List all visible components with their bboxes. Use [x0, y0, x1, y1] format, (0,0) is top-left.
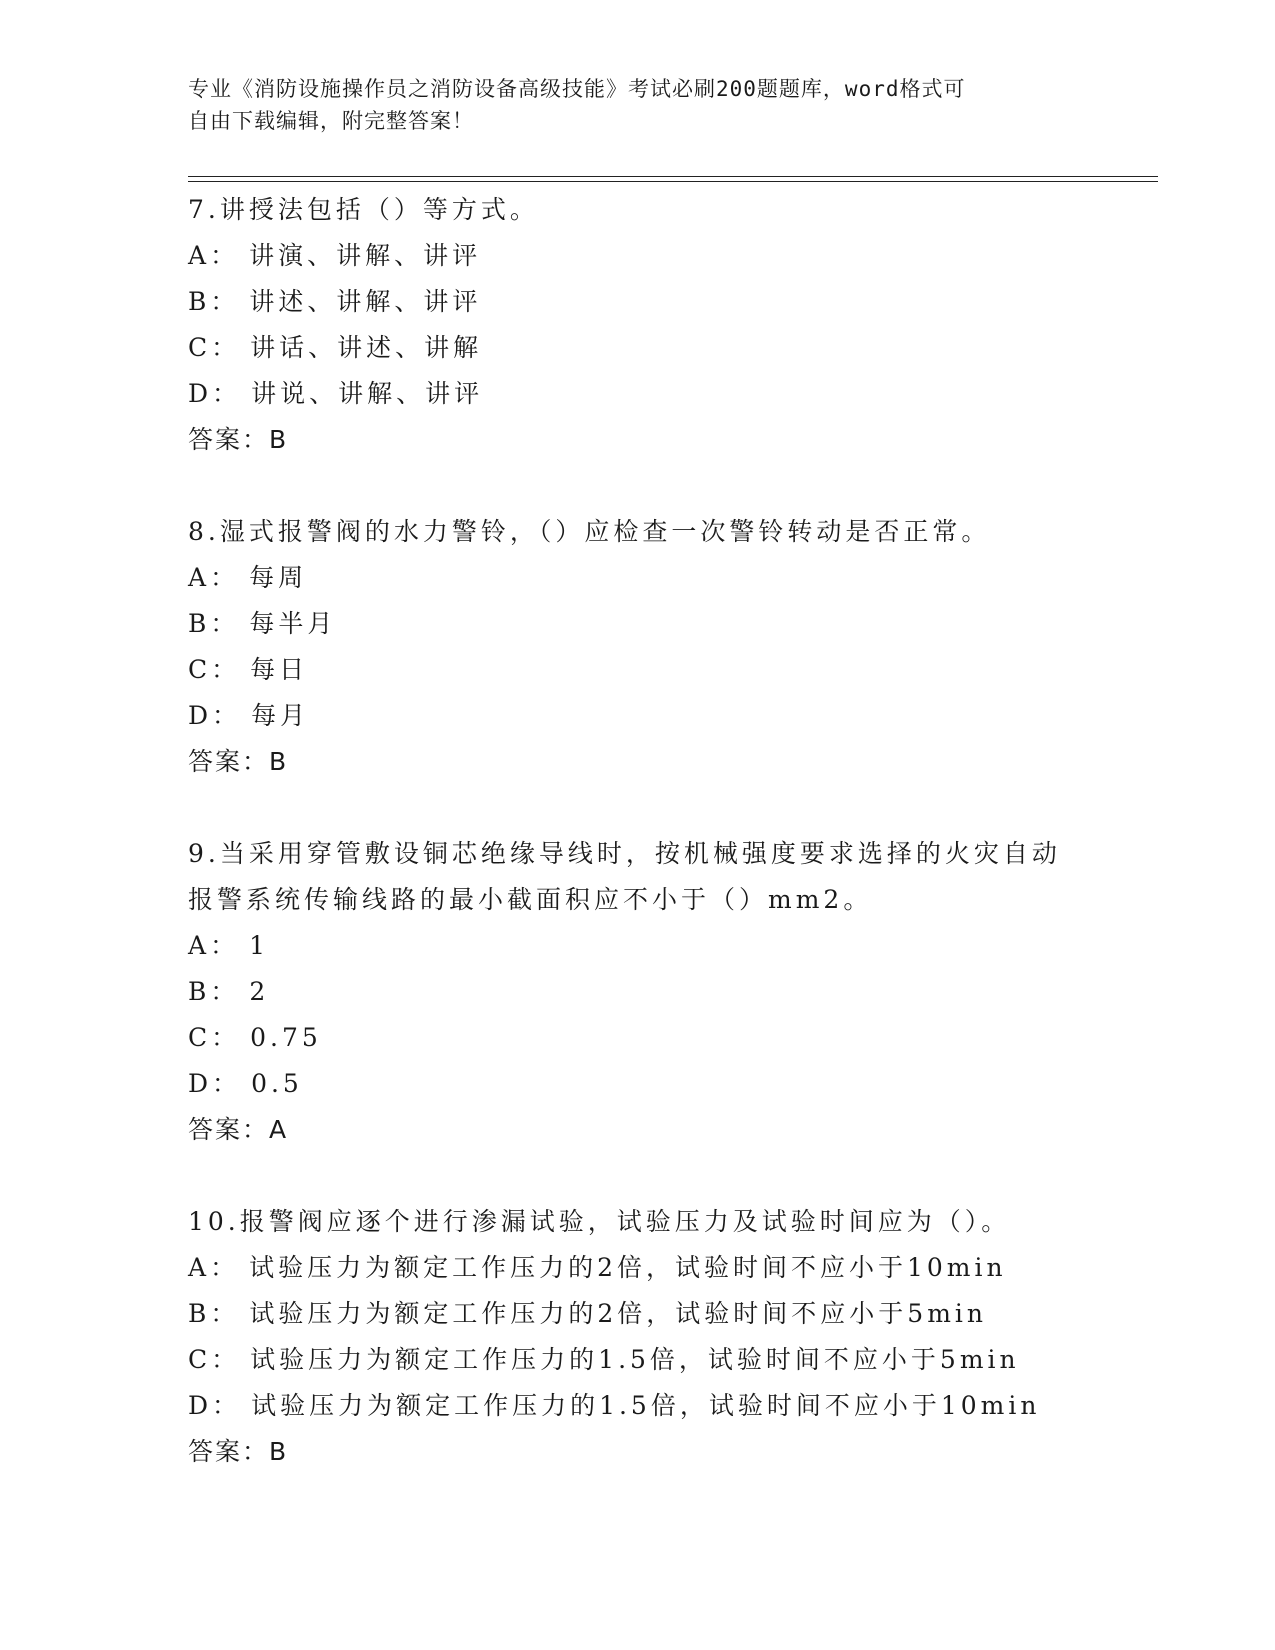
option-separator: ： [210, 287, 240, 316]
option-separator: ： [210, 931, 240, 960]
option-separator: ： [211, 1345, 241, 1374]
option-separator: ： [210, 1253, 240, 1282]
option-a [188, 923, 1148, 969]
option-text: 0.75 [250, 1023, 322, 1052]
option-a [188, 233, 1148, 279]
option-letter: B [188, 1299, 211, 1328]
option-b [188, 969, 1148, 1015]
option-letter: C [188, 655, 212, 684]
option-letter: D [188, 1069, 213, 1098]
question-list [188, 187, 1148, 1521]
option-d [188, 1383, 1148, 1429]
option-text: 讲说、讲解、讲评 [251, 379, 484, 408]
document-header [188, 73, 1088, 137]
option-letter: D [188, 379, 213, 408]
option-separator: ： [210, 609, 240, 638]
question-10 [188, 1199, 1148, 1475]
option-text: 讲话、讲述、讲解 [250, 333, 483, 362]
option-separator: ： [211, 655, 241, 684]
option-text: 试验压力为额定工作压力的2倍，试验时间不应小于5min [249, 1299, 988, 1328]
option-letter: A [188, 1253, 211, 1282]
option-b [188, 601, 1148, 647]
answer-line: 答案：B [188, 425, 289, 454]
option-d [188, 1061, 1148, 1107]
option-a [188, 1245, 1148, 1291]
option-separator: ： [212, 379, 242, 408]
option-letter: D [188, 701, 213, 730]
option-letter: C [188, 333, 212, 362]
option-separator: ： [210, 1299, 240, 1328]
question-stem: 8.湿式报警阀的水力警铃，（）应检查一次警铃转动是否正常。 [188, 517, 991, 546]
option-b [188, 1291, 1148, 1337]
option-d [188, 371, 1148, 417]
option-text: 讲演、讲解、讲评 [249, 241, 482, 270]
option-text: 试验压力为额定工作压力的2倍，试验时间不应小于10min [249, 1253, 1007, 1282]
option-letter: B [188, 977, 211, 1006]
option-letter: B [188, 609, 211, 638]
option-letter: A [188, 241, 211, 270]
option-separator: ： [210, 563, 240, 592]
question-7 [188, 187, 1148, 463]
option-c [188, 1015, 1148, 1061]
option-d [188, 693, 1148, 739]
option-text: 试验压力为额定工作压力的1.5倍，试验时间不应小于5min [250, 1345, 1020, 1374]
header-divider-top [188, 176, 1158, 177]
option-text: 每日 [250, 655, 309, 684]
option-text: 讲述、讲解、讲评 [249, 287, 482, 316]
question-8 [188, 509, 1148, 785]
option-c [188, 1337, 1148, 1383]
header-line-1: 专业《消防设施操作员之消防设备高级技能》考试必刷200题题库，word格式可 [188, 77, 966, 101]
question-stem-line-1: 9.当采用穿管敷设铜芯绝缘导线时，按机械强度要求选择的火灾自动 [188, 839, 1061, 868]
option-text: 0.5 [251, 1069, 303, 1098]
answer-line: 答案：B [188, 747, 289, 776]
option-letter: B [188, 287, 211, 316]
option-separator: ： [212, 701, 242, 730]
header-line-2: 自由下载编辑，附完整答案！ [188, 109, 474, 133]
option-text: 每月 [251, 701, 310, 730]
option-text: 1 [249, 931, 269, 960]
option-text: 每周 [249, 563, 308, 592]
option-separator: ： [210, 241, 240, 270]
option-letter: A [188, 931, 211, 960]
option-b [188, 279, 1148, 325]
option-letter: D [188, 1391, 213, 1420]
answer-line: 答案：B [188, 1437, 289, 1466]
question-stem: 10.报警阀应逐个进行渗漏试验，试验压力及试验时间应为（）。 [188, 1207, 1011, 1236]
option-text: 2 [249, 977, 270, 1006]
option-separator: ： [210, 977, 240, 1006]
question-stem-line-2: 报警系统传输线路的最小截面积应不小于（）mm2。 [188, 885, 873, 914]
option-separator: ： [212, 1391, 242, 1420]
option-letter: C [188, 1345, 212, 1374]
option-text: 每半月 [249, 609, 337, 638]
option-letter: C [188, 1023, 212, 1052]
question-stem: 7.讲授法包括（）等方式。 [188, 195, 539, 224]
option-letter: A [188, 563, 211, 592]
option-c [188, 325, 1148, 371]
option-separator: ： [211, 1023, 241, 1052]
option-a [188, 555, 1148, 601]
option-c [188, 647, 1148, 693]
header-divider-bottom [188, 181, 1158, 182]
question-9 [188, 831, 1148, 1153]
option-separator: ： [211, 333, 241, 362]
answer-line: 答案：A [188, 1115, 289, 1144]
option-separator: ： [212, 1069, 242, 1098]
option-text: 试验压力为额定工作压力的1.5倍，试验时间不应小于10min [251, 1391, 1041, 1420]
